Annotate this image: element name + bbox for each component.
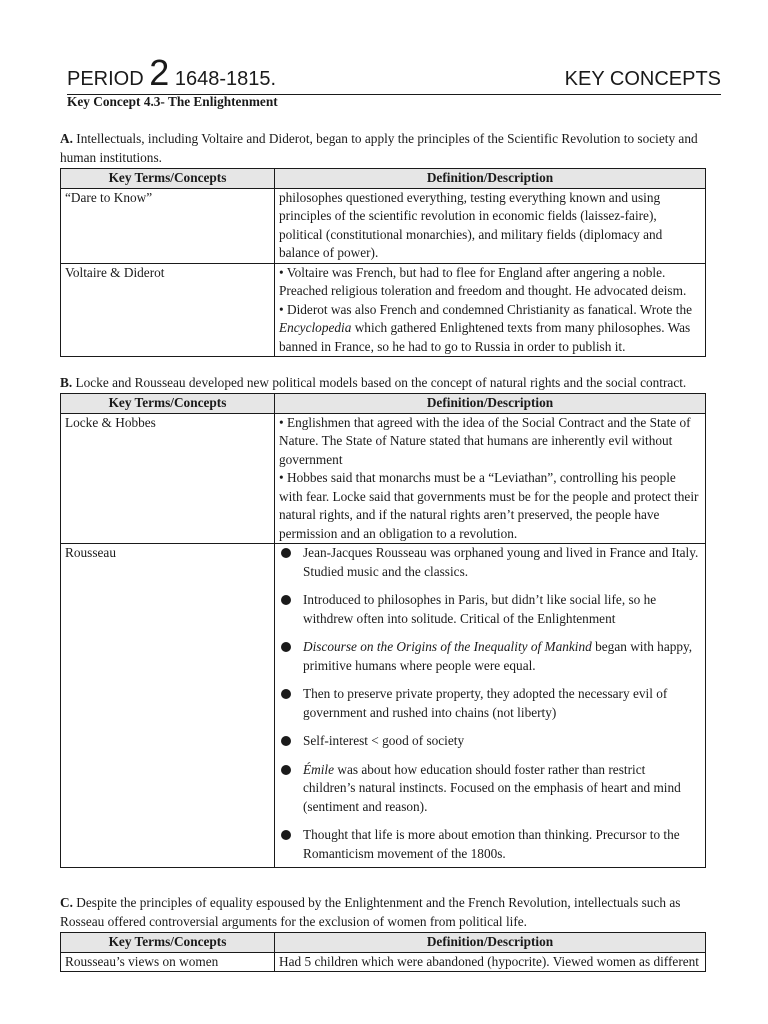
text-run: • Diderot was also French and condemned Christianity as fanatical. Wrote the (279, 301, 693, 317)
definition-cell: philosophes questioned everything, testing everything known and using principles of the scientific revolution in economic fields (laissez-faire), political (constitutional monarchies), and military fields (diplomacy and balance of power). (275, 188, 706, 263)
list-item (279, 732, 701, 751)
table-header-row (61, 169, 706, 189)
bullet-list (279, 544, 701, 863)
key-concept-title: Key Concept 4.3- The Enlightenment (67, 94, 278, 109)
table-row (61, 952, 706, 972)
section-c-text: Despite the principles of equality espoused by the Enlightenment and the French Revolution, intellectuals such as Rosseau offered controversial arguments for the exclusion of women from political life. (60, 895, 681, 929)
list-item (279, 638, 701, 675)
bullet-icon (281, 736, 291, 746)
section-c-intro (60, 894, 710, 931)
column-header-term: Key Terms/Concepts (61, 169, 275, 189)
section-c-letter: C. (60, 895, 73, 910)
section-a-text: Intellectuals, including Voltaire and Diderot, began to apply the principles of the Scientific Revolution to society and human institutions. (60, 131, 698, 165)
list-item (279, 591, 701, 628)
emile-title: Émile (303, 761, 335, 777)
bullet-icon (281, 642, 291, 652)
definition-paragraph (279, 301, 701, 357)
definition-paragraph: • Voltaire was French, but had to flee for England after angering a noble. Preached religious toleration and freedom and thought. He advocated deism. (279, 264, 687, 298)
section-a-letter: A. (60, 131, 73, 146)
bullet-icon (281, 765, 291, 775)
table-header-row (61, 394, 706, 414)
definition-cell: Had 5 children which were abandoned (hypocrite). Viewed women as different (275, 952, 706, 972)
bullet-icon (281, 595, 291, 605)
definition-cell (275, 544, 706, 868)
header-period (67, 51, 277, 93)
period-number: 2 (149, 51, 170, 93)
list-item-text: was about how education should foster rather than restrict children’s natural instincts. Focused on the emphasis of heart and mind (sentiment and reason). (303, 761, 681, 814)
list-item (279, 544, 701, 581)
page-header (67, 50, 721, 95)
definition-paragraph: • Hobbes said that monarchs must be a “Leviathan”, controlling his people with fear. Locke said that governments must be for the people and protect their natural rights, and if the natural rights aren’t preserved, the people have permission and an obligation to a revolution. (279, 470, 699, 541)
list-item-text: Self-interest < good of society (303, 733, 465, 748)
list-item-text: began with happy, primitive humans where people were equal. (303, 639, 693, 673)
section-b-letter: B. (60, 375, 73, 390)
definition-cell (275, 413, 706, 544)
definition-cell (275, 263, 706, 357)
table-row (61, 263, 706, 357)
table-row (61, 188, 706, 263)
column-header-definition: Definition/Description (275, 394, 706, 414)
column-header-definition: Definition/Description (275, 933, 706, 953)
term-cell: Rousseau’s views on women (61, 952, 275, 972)
definition-paragraph: • Englishmen that agreed with the idea of the Social Contract and the State of Nature. The State of Nature stated that humans are inherently evil without government (279, 414, 691, 467)
term-cell: Voltaire & Diderot (61, 263, 275, 357)
column-header-definition: Definition/Description (275, 169, 706, 189)
column-header-term: Key Terms/Concepts (61, 933, 275, 953)
bullet-icon (281, 548, 291, 558)
period-label: PERIOD (67, 67, 144, 90)
table-row (61, 544, 706, 868)
list-item (279, 761, 701, 817)
term-cell: Locke & Hobbes (61, 413, 275, 544)
bullet-icon (281, 689, 291, 699)
section-b-table (60, 393, 706, 868)
column-header-term: Key Terms/Concepts (61, 394, 275, 414)
section-c-table (60, 932, 706, 972)
list-item-text: Thought that life is more about emotion than thinking. Precursor to the Romanticism movement of the 1800s. (303, 827, 680, 861)
table-header-row (61, 933, 706, 953)
section-a-intro (60, 130, 710, 167)
section-b-intro (60, 374, 710, 393)
table-row (61, 413, 706, 544)
section-b-text: Locke and Rousseau developed new political models based on the concept of natural rights and the social contract. (75, 375, 687, 390)
term-cell: Rousseau (61, 544, 275, 868)
header-key-concepts: KEY CONCEPTS (564, 67, 721, 90)
list-item (279, 685, 701, 722)
list-item-text: Jean-Jacques Rousseau was orphaned young and lived in France and Italy. Studied music and the classics. (303, 545, 699, 579)
list-item-text: Then to preserve private property, they adopted the necessary evil of government and rushed into chains (not liberty) (303, 686, 668, 720)
text-run: which gathered Enlightened texts from many philosophes. Was banned in France, so he had to go to Russia in order to publish it. (279, 320, 691, 354)
section-a-table (60, 168, 706, 357)
term-cell: “Dare to Know” (61, 188, 275, 263)
discourse-title: Discourse on the Origins of the Inequality of Mankind (303, 639, 592, 654)
bullet-icon (281, 830, 291, 840)
encyclopedia-title: Encyclopedia (279, 320, 352, 335)
list-item-text: Introduced to philosophes in Paris, but didn’t like social life, so he withdrew often into solitude. Critical of the Enlightenment (303, 592, 657, 626)
period-years: 1648-1815. (174, 67, 277, 90)
list-item (279, 826, 701, 863)
